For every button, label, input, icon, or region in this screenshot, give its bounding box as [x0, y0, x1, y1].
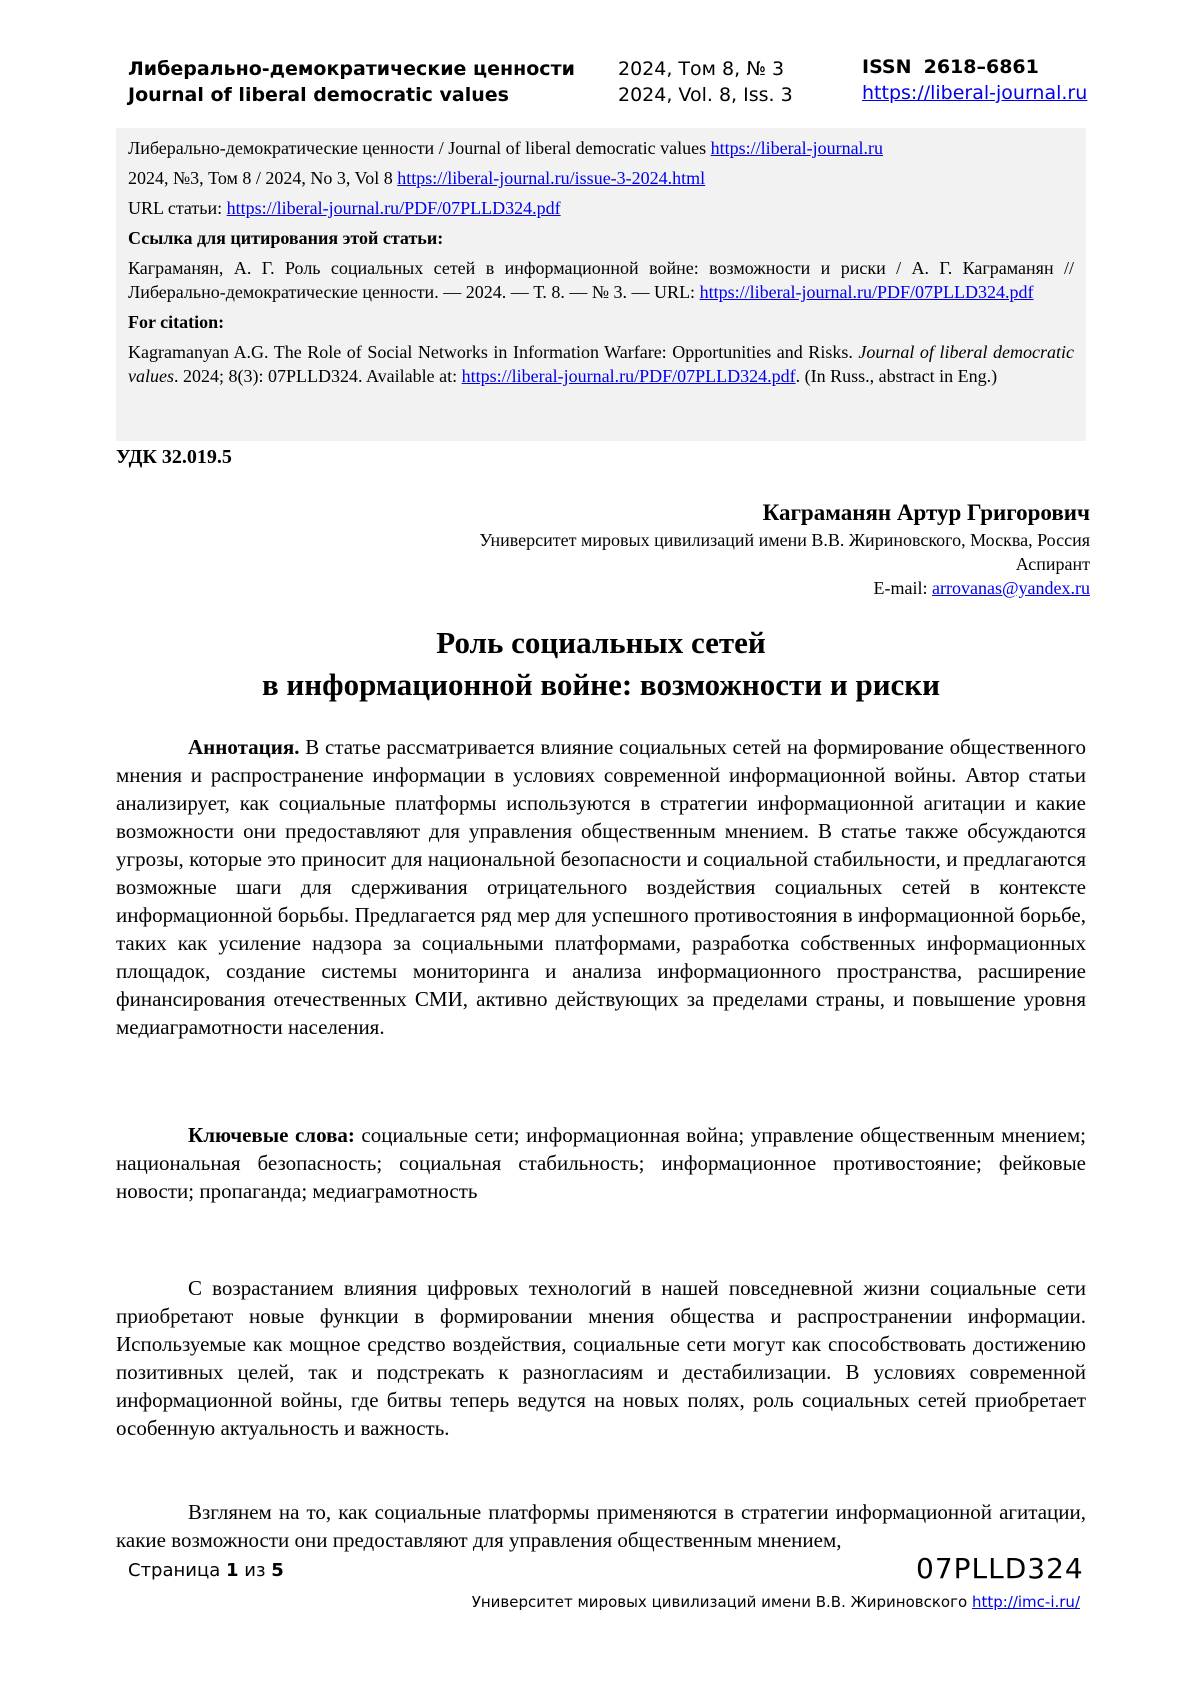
citebox-journal-text: Либерально-демократические ценности / Journal of liberal democratic values	[128, 138, 707, 158]
issue-info	[618, 56, 793, 108]
footer-university-link[interactable]: http://imc-i.ru/	[971, 1593, 1080, 1611]
author-email-line	[479, 576, 1090, 600]
journal-name-ru: Либерально-демократические ценности	[128, 58, 575, 80]
author-block	[479, 498, 1090, 600]
abstract-text: В статье рассматривается влияние социальных сетей на формирование общественного мнения и распространение информации в условиях современной информационной войны. Автор статьи анализирует, как социальные платформы используются в стратегии информационной агитации и какие возможности они предоставляют для управления общественным мнением. В статье также обсуждаются угрозы, которые это приносит для национальной безопасности и социальной стабильности, и предлагаются возможные шаги для сдерживания отрицательного воздействия социальных сетей в контексте информационной борьбы. Предлагается ряд мер для успешного противостояния в информационной борьбе, таких как усиление надзора за социальными платформами, разработка собственных информационных площадок, создание системы мониторинга и анализа информационного пространства, расширение финансирования отечественных СМИ, активно действующих за пределами страны, и повышение уровня медиаграмотности населения.	[116, 735, 1087, 1039]
page-total: 5	[271, 1560, 284, 1581]
journal-site-link[interactable]: https://liberal-journal.ru	[862, 82, 1088, 104]
body-paragraph-2-text: Взглянем на то, как социальные платформы применяются в стратегии информационной агитации, какие возможности они предоставляют для управления общественным мнением,	[116, 1500, 1086, 1552]
keywords-label: Ключевые слова:	[188, 1123, 355, 1147]
issn-value: 2618–6861	[923, 56, 1039, 78]
issn-block	[862, 54, 1087, 106]
article-title	[116, 622, 1086, 706]
footer-university	[472, 1593, 1080, 1611]
author-name: Каграманян Артур Григорович	[762, 500, 1090, 525]
udk-code: УДК 32.019.5	[116, 446, 232, 468]
page-number	[128, 1560, 284, 1581]
page-of: из	[244, 1560, 266, 1581]
citebox-journal-line	[128, 136, 1074, 160]
cite-en-heading: For citation:	[128, 312, 225, 332]
citebox-issue-text: 2024, №3, Том 8 / 2024, No 3, Vol 8	[128, 168, 393, 188]
article-title-line1: Роль социальных сетей	[436, 625, 766, 660]
cite-ru-link[interactable]: https://liberal-journal.ru/PDF/07PLLD324.pdf	[699, 282, 1034, 302]
cite-en-text	[128, 340, 1074, 388]
page-word: Страница	[128, 1560, 221, 1581]
citebox-url-line	[128, 196, 1074, 220]
keywords-text: социальные сети; информационная война; управление общественным мнением; национальная безопасность; социальная стабильность; информационное противостояние; фейковые новости; пропаганда; медиаграмотность	[116, 1123, 1086, 1203]
article-code: 07PLLD324	[916, 1552, 1084, 1585]
cite-en-tail: . (In Russ., abstract in Eng.)	[795, 366, 998, 386]
citebox-url-label: URL статьи:	[128, 198, 223, 218]
cite-en-body: Kagramanyan A.G. The Role of Social Networks in Information Warfare: Opportunities and Risks.	[128, 342, 853, 362]
author-email-link[interactable]: arrovanas@yandex.ru	[931, 578, 1090, 598]
cite-ru-text	[128, 256, 1074, 304]
keywords	[116, 1121, 1086, 1205]
cite-ru-body: Каграманян, А. Г. Роль социальных сетей в информационной войне: возможности и риски / А. Г. Каграманян // Либерально-демократические ценности. — 2024. — Т. 8. — № 3. — URL:	[128, 258, 1074, 302]
cite-en-journal: Journal of liberal democratic values	[128, 342, 1075, 386]
citebox-url-link[interactable]: https://liberal-journal.ru/PDF/07PLLD324.pdf	[226, 198, 561, 218]
body-paragraph-1-text: С возрастанием влияния цифровых технологий в нашей повседневной жизни социальные сети приобретают новые функции в формировании мнения общества и распространении информации. Используемые как мощное средство воздействия, социальные сети могут как способствовать достижению позитивных целей, так и подстрекать к разногласиям и дестабилизации. В условиях современной информационной войны, где битвы теперь ведутся на новых полях, роль социальных сетей приобретает особенную актуальность и важность.	[116, 1276, 1086, 1440]
issue-ru: 2024, Том 8, № 3	[618, 58, 785, 80]
citation-box	[116, 128, 1086, 441]
footer-university-name: Университет мировых цивилизаций имени В.В. Жириновского	[471, 1593, 968, 1611]
author-position: Аспирант	[1015, 554, 1090, 574]
page-current: 1	[226, 1560, 239, 1581]
article-title-line2: в информационной войне: возможности и риски	[261, 667, 941, 702]
issn-label: ISSN	[862, 56, 912, 78]
abstract-label: Аннотация.	[188, 735, 300, 759]
email-label: E-mail:	[873, 578, 928, 598]
cite-ru-heading: Ссылка для цитирования этой статьи:	[128, 228, 444, 248]
citebox-journal-link[interactable]: https://liberal-journal.ru	[710, 138, 884, 158]
cite-en-body2: . 2024; 8(3): 07PLLD324. Available at:	[173, 366, 458, 386]
citebox-issue-line	[128, 166, 1074, 190]
journal-name-en: Journal of liberal democratic values	[128, 84, 509, 106]
body-paragraph-1	[116, 1274, 1086, 1442]
journal-name	[128, 56, 575, 108]
citebox-issue-link[interactable]: https://liberal-journal.ru/issue-3-2024.html	[397, 168, 706, 188]
author-affiliation: Университет мировых цивилизаций имени В.В. Жириновского, Москва, Россия	[479, 530, 1090, 550]
abstract	[116, 733, 1086, 1041]
cite-en-link[interactable]: https://liberal-journal.ru/PDF/07PLLD324.pdf	[461, 366, 796, 386]
body-paragraph-2	[116, 1498, 1086, 1554]
issue-en: 2024, Vol. 8, Iss. 3	[618, 84, 793, 106]
